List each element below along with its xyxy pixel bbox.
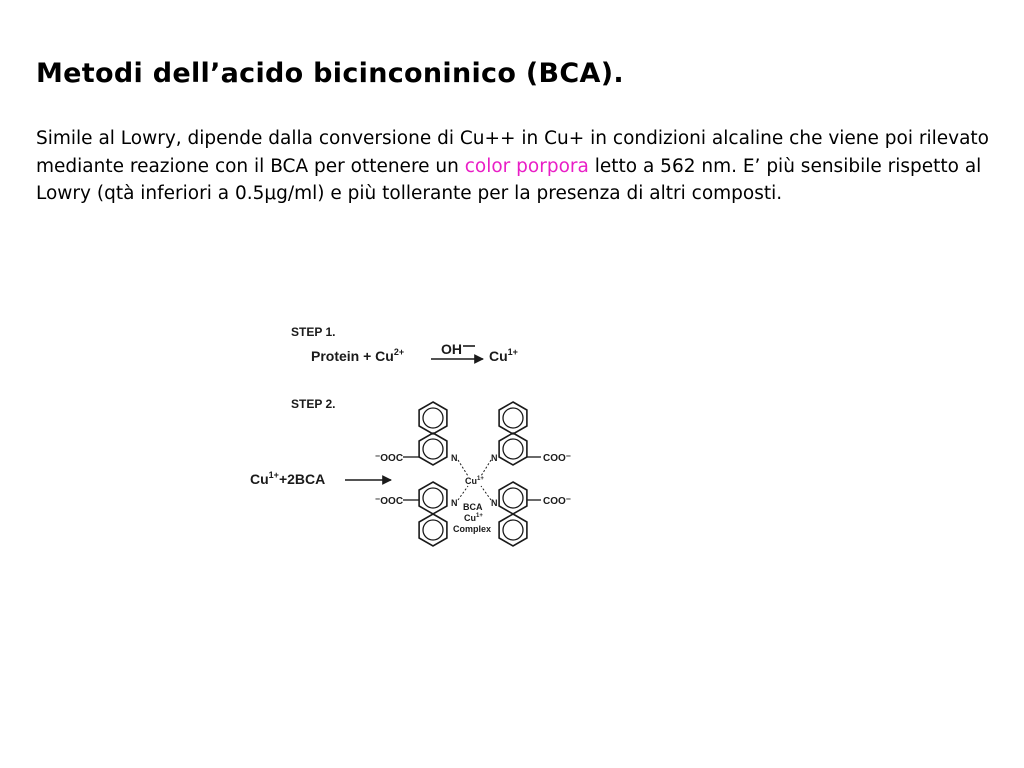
paragraph-highlight: color porpora — [464, 155, 589, 177]
slide-title: Metodi dell’acido bicinconinico (BCA). — [36, 58, 624, 89]
step1-reactants: Protein + $Cu^{2+}$ — [311, 347, 405, 364]
pyridine-ring-icon — [499, 433, 527, 465]
paragraph-text-end: letto a 562 nm. E’ più sensibile rispetto al Lowry (qtà inferiori a 0.5μg/ml) e più tollerante per la presenza di altri composti. — [36, 155, 982, 204]
step1-catalyst: OH — [441, 341, 462, 357]
carboxylate-right-top: COO⁻ — [543, 453, 572, 464]
benzene-ring-icon — [419, 402, 447, 434]
complex-label-cu: $Cu^{1+}$ — [464, 513, 483, 523]
benzene-ring-icon — [419, 514, 447, 546]
nitrogen-label: N — [451, 453, 458, 463]
pyridine-ring-icon — [419, 433, 447, 465]
nitrogen-label: N — [491, 453, 498, 463]
carboxylate-left-bottom: ⁻OOC — [375, 496, 404, 507]
paragraph-text-start: Simile al Lowry, dipende dalla conversione di Cu++ in Cu+ in condizioni alcaline che viene poi rilevato mediante reazione con il BCA per ottenere un — [36, 128, 989, 177]
carboxylate-left-top: ⁻OOC — [375, 453, 404, 464]
carboxylate-right-bottom: COO⁻ — [543, 496, 572, 507]
copper-ion: $Cu^{1+}$ — [465, 476, 484, 486]
slide-paragraph — [36, 125, 996, 208]
benzene-ring-icon — [499, 514, 527, 546]
pyridine-ring-icon — [419, 482, 447, 514]
bca-reaction-diagram — [245, 318, 585, 563]
benzene-ring-icon — [499, 402, 527, 434]
step2-reactant: $Cu^{1+}+2BCA$ — [250, 470, 326, 487]
step1-label: STEP 1. — [291, 325, 336, 339]
step2-label: STEP 2. — [291, 397, 336, 411]
step1-product: $Cu^{1+}$ — [489, 347, 518, 364]
nitrogen-label: N — [451, 498, 458, 508]
pyridine-ring-icon — [499, 482, 527, 514]
nitrogen-label: N — [491, 498, 498, 508]
complex-label-complex: Complex — [453, 524, 492, 534]
complex-label-bca: BCA — [463, 502, 483, 512]
